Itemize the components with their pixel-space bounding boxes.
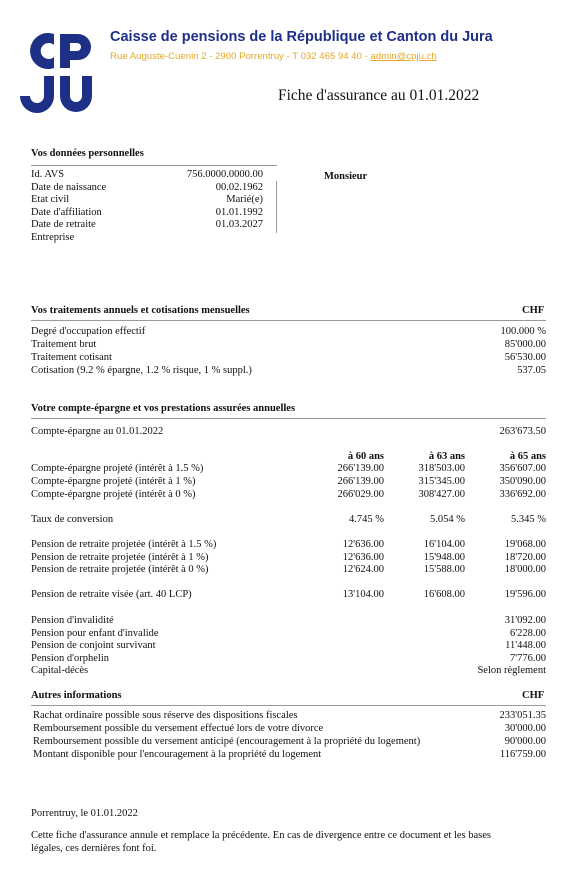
risk-benefit-label: Pension d'orphelin (31, 652, 110, 664)
target-pension-row-value-63: 16'608.00 (423, 589, 465, 600)
footer-note-line2: légales, ces dernières font foi. (31, 843, 157, 854)
projected-pension-row (31, 538, 546, 551)
conversion-rate-row-value-60: 4.745 % (349, 514, 384, 525)
salary-label: Traitement brut (31, 339, 97, 350)
salary-label: Traitement cotisant (31, 352, 112, 363)
salary-value: 85'000.00 (504, 339, 546, 350)
other-info-row (33, 748, 546, 761)
projected-pension-row-value-63: 16'104.00 (423, 539, 465, 550)
document-title: Fiche d'assurance au 01.01.2022 (278, 87, 480, 104)
projected-pension-row-value-65: 18'720.00 (504, 551, 546, 563)
salary-row (31, 351, 546, 364)
savings-balance-label: Compte-épargne au 01.01.2022 (31, 426, 164, 437)
risk-benefit-label: Capital-décès (31, 665, 89, 677)
personal-data-label: Date d'affiliation (31, 206, 102, 218)
conversion-rate-row (31, 513, 546, 526)
projected-pension-row-value-60: 12'636.00 (342, 551, 384, 563)
risk-benefit-label: Pension pour enfant d'invalide (31, 627, 159, 639)
projected-pension-row (31, 563, 546, 576)
other-info-row (33, 735, 546, 748)
personal-data-row (31, 182, 263, 195)
salary-value: 537.05 (517, 365, 546, 376)
divider (276, 181, 277, 233)
projected-savings-row-value-60: 266'139.00 (337, 476, 384, 487)
target-pension-row-value-65: 19'596.00 (504, 589, 546, 600)
personal-data-value: 00.02.1962 (215, 181, 263, 193)
projected-pension-row-label: Pension de retraite projetée (intérêt à 0 %) (31, 564, 209, 575)
target-pension-row-value-60: 13'104.00 (342, 589, 384, 600)
projected-savings-row-value-63: 318'503.00 (418, 463, 465, 474)
personal-data-row (31, 232, 263, 245)
salary-label: Cotisation (9.2 % épargne, 1.2 % risque, 1 % suppl.) (31, 365, 252, 376)
target-pension-row-label: Pension de retraite visée (art. 40 LCP) (31, 589, 192, 600)
projected-pension-row-value-60: 12'624.00 (342, 564, 384, 575)
divider (31, 165, 277, 166)
savings-balance-value: 263'673.50 (499, 426, 546, 437)
salary-value: 100.000 % (500, 326, 546, 337)
other-info-row (33, 709, 546, 722)
personal-data-value: 01.03.2027 (215, 219, 263, 231)
age-header-60: à 60 ans (347, 451, 384, 462)
salutation: Monsieur (324, 171, 368, 182)
org-name: Caisse de pensions de la République et Canton du Jura (110, 29, 493, 45)
projected-pension-row-label: Pension de retraite projetée (intérêt à 1.5 %) (31, 539, 217, 550)
conversion-rate-row-value-65: 5.345 % (511, 514, 546, 525)
projected-pension-row-value-65: 19'068.00 (504, 539, 546, 550)
risk-benefit-row (31, 627, 546, 640)
risk-benefit-row (31, 664, 546, 677)
projected-pension-row-value-60: 12'636.00 (342, 539, 384, 550)
projected-savings-row-value-65: 336'692.00 (499, 489, 546, 500)
savings-balance-row (31, 425, 546, 438)
projected-pension-row-value-63: 15'588.00 (423, 564, 465, 575)
risk-benefit-value: 11'448.00 (505, 640, 546, 652)
projected-savings-row-label: Compte-épargne projeté (intérêt à 0 %) (31, 489, 196, 500)
other-info-label: Remboursement possible du versement anticipé (encouragement à la propriété du logement) (33, 736, 421, 747)
divider (31, 320, 546, 321)
risk-benefit-value: Selon règlement (477, 665, 546, 677)
risk-benefit-row (31, 614, 546, 627)
personal-data-row (31, 207, 263, 220)
age-header-65: à 65 ans (509, 451, 546, 462)
place-date: Porrentruy, le 01.01.2022 (31, 808, 138, 819)
risk-benefit-row (31, 652, 546, 665)
projected-pension-row-value-65: 18'000.00 (504, 564, 546, 575)
salary-currency: CHF (522, 305, 545, 316)
personal-data-value: 756.0000.0000.00 (186, 169, 263, 180)
other-info-label: Montant disponible pour l'encouragement à la propriété du logement (33, 749, 322, 760)
other-currency: CHF (522, 690, 545, 701)
personal-data-row (31, 194, 263, 207)
projected-savings-row-value-65: 356'607.00 (499, 463, 546, 474)
personal-data-row (31, 169, 263, 182)
risk-benefit-value: 31'092.00 (504, 615, 546, 626)
personal-data-label: Date de naissance (31, 181, 107, 193)
projected-savings-row-value-63: 308'427.00 (418, 489, 465, 500)
target-pension-row (31, 588, 546, 601)
cpju-logo (16, 30, 96, 114)
risk-benefit-label: Pension d'invalidité (31, 615, 114, 626)
other-section-title: Autres informations (31, 690, 122, 701)
personal-data-label: Id. AVS (31, 169, 65, 180)
salary-section-title: Vos traitements annuels et cotisations mensuelles (31, 305, 250, 316)
other-info-value: 90'000.00 (504, 736, 546, 747)
risk-benefit-value: 6'228.00 (509, 627, 546, 639)
org-address (110, 51, 437, 62)
projected-savings-row-label: Compte-épargne projeté (intérêt à 1.5 %) (31, 463, 204, 474)
email-link[interactable]: admin@cpju.ch (370, 51, 437, 62)
salary-label: Degré d'occupation effectif (31, 326, 146, 337)
age-header-63: à 63 ans (428, 451, 465, 462)
projected-savings-row (31, 462, 546, 475)
footer-note-line1: Cette fiche d'assurance annule et remplace la précédente. En cas de divergence entre ce document et les bases (31, 830, 491, 841)
risk-benefit-label: Pension de conjoint survivant (31, 640, 156, 652)
address-text: Rue Auguste-Cuenin 2 - 2900 Porrentruy - T 032 465 94 40 - (110, 51, 371, 62)
personal-data-value: 01.01.1992 (215, 206, 263, 218)
personal-data-row (31, 219, 263, 232)
projected-savings-row-label: Compte-épargne projeté (intérêt à 1 %) (31, 476, 196, 487)
other-info-value: 116'759.00 (499, 749, 546, 760)
risk-benefit-value: 7'776.00 (509, 652, 546, 664)
projected-savings-row (31, 475, 546, 488)
personal-data-label: Etat civil (31, 194, 70, 206)
personal-data-label: Date de retraite (31, 219, 96, 231)
salary-row (31, 338, 546, 351)
projected-pension-row (31, 551, 546, 564)
projected-pension-row-value-63: 15'948.00 (423, 551, 465, 563)
other-info-value: 30'000.00 (504, 723, 546, 734)
other-info-value: 233'051.35 (499, 710, 546, 721)
conversion-rate-row-value-63: 5.054 % (430, 514, 465, 525)
other-info-label: Rachat ordinaire possible sous réserve des dispositions fiscales (33, 710, 298, 721)
divider (31, 705, 546, 706)
projected-pension-row-label: Pension de retraite projetée (intérêt à 1 %) (31, 551, 209, 563)
salary-value: 56'530.00 (504, 352, 546, 363)
personal-data-label: Entreprise (31, 232, 75, 243)
other-info-row (33, 722, 546, 735)
projected-savings-row-value-60: 266'139.00 (337, 463, 384, 474)
salary-row (31, 325, 546, 338)
projected-savings-row-value-63: 315'345.00 (418, 476, 465, 487)
savings-section-title: Votre compte-épargne et vos prestations assurées annuelles (31, 403, 296, 414)
projected-savings-row-value-65: 350'090.00 (499, 476, 546, 487)
risk-benefit-row (31, 639, 546, 652)
conversion-rate-row-label: Taux de conversion (31, 514, 114, 525)
projected-savings-row-value-60: 266'029.00 (337, 489, 384, 500)
salary-row (31, 364, 546, 377)
divider (31, 418, 546, 419)
personal-data-value: Marié(e) (226, 194, 263, 206)
personal-section-title: Vos données personnelles (31, 148, 144, 159)
other-info-label: Remboursement possible du versement effectué lors de votre divorce (33, 723, 324, 734)
projected-savings-row (31, 488, 546, 501)
